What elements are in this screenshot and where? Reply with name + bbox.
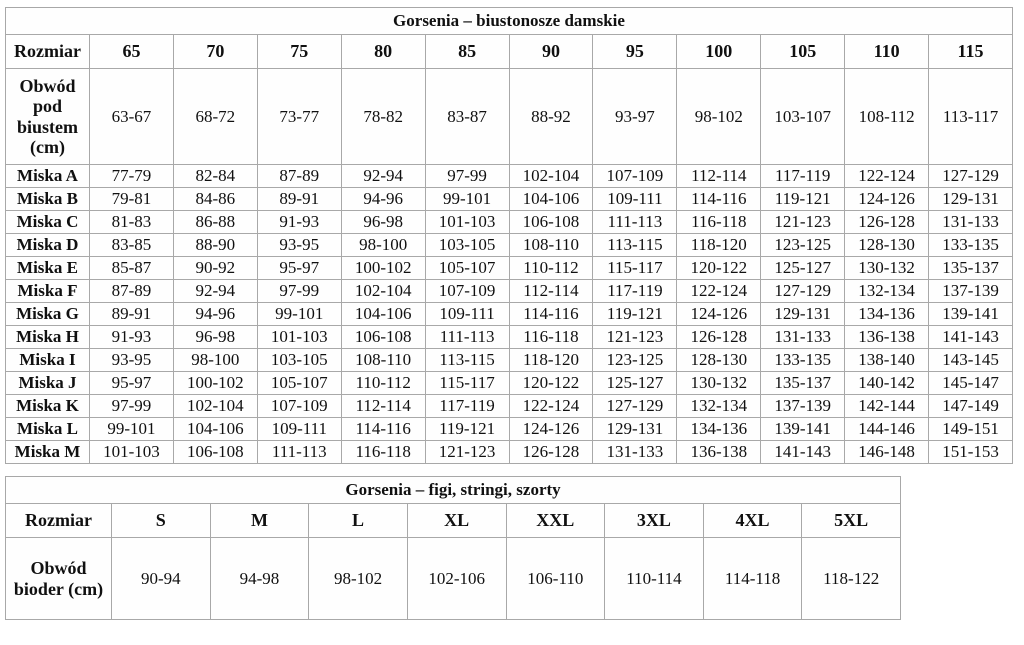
briefs-size-label: Rozmiar <box>6 504 112 538</box>
cup-measurement-cell: 114-116 <box>509 303 593 326</box>
cup-row <box>6 211 1013 234</box>
bras-size-header-cell: 85 <box>425 35 509 69</box>
cup-measurement-cell: 97-99 <box>90 395 174 418</box>
cup-measurement-cell: 143-145 <box>929 349 1013 372</box>
bras-measurement-cell: 68-72 <box>173 69 257 165</box>
cup-measurement-cell: 130-132 <box>845 257 929 280</box>
cup-measurement-cell: 96-98 <box>341 211 425 234</box>
bras-size-header-cell: 110 <box>845 35 929 69</box>
cup-measurement-cell: 138-140 <box>845 349 929 372</box>
cup-measurement-cell: 106-108 <box>173 441 257 464</box>
cup-measurement-cell: 117-119 <box>761 165 845 188</box>
bras-measurement-cell: 78-82 <box>341 69 425 165</box>
cup-row <box>6 303 1013 326</box>
briefs-size-header-cell: XXL <box>506 504 605 538</box>
cup-measurement-cell: 122-124 <box>845 165 929 188</box>
cup-measurement-cell: 121-123 <box>425 441 509 464</box>
cup-row <box>6 441 1013 464</box>
cup-measurement-cell: 124-126 <box>845 188 929 211</box>
briefs-size-header-cell: 3XL <box>605 504 704 538</box>
briefs-size-header-row <box>6 504 901 538</box>
cup-measurement-cell: 110-112 <box>509 257 593 280</box>
cup-measurement-cell: 122-124 <box>509 395 593 418</box>
cup-measurement-cell: 99-101 <box>425 188 509 211</box>
cup-measurement-cell: 129-131 <box>929 188 1013 211</box>
cup-row-label: Miska I <box>6 349 90 372</box>
briefs-measurement-row <box>6 538 901 620</box>
cup-measurement-cell: 147-149 <box>929 395 1013 418</box>
cup-measurement-cell: 118-120 <box>509 349 593 372</box>
cup-measurement-cell: 119-121 <box>593 303 677 326</box>
cup-measurement-cell: 120-122 <box>509 372 593 395</box>
cup-row <box>6 234 1013 257</box>
cup-measurement-cell: 126-128 <box>677 326 761 349</box>
cup-measurement-cell: 151-153 <box>929 441 1013 464</box>
briefs-measurement-cell: 98-102 <box>309 538 408 620</box>
cup-measurement-cell: 123-125 <box>761 234 845 257</box>
cup-measurement-cell: 116-118 <box>341 441 425 464</box>
cup-measurement-cell: 89-91 <box>257 188 341 211</box>
bras-size-header-cell: 65 <box>90 35 174 69</box>
cup-measurement-cell: 129-131 <box>761 303 845 326</box>
cup-measurement-cell: 133-135 <box>761 349 845 372</box>
cup-measurement-cell: 149-151 <box>929 418 1013 441</box>
cup-measurement-cell: 114-116 <box>341 418 425 441</box>
cup-measurement-cell: 79-81 <box>90 188 174 211</box>
cup-measurement-cell: 87-89 <box>257 165 341 188</box>
bras-size-header-cell: 105 <box>761 35 845 69</box>
cup-measurement-cell: 119-121 <box>425 418 509 441</box>
cup-measurement-cell: 101-103 <box>257 326 341 349</box>
bras-measurement-cell: 73-77 <box>257 69 341 165</box>
cup-measurement-cell: 127-129 <box>761 280 845 303</box>
cup-measurement-cell: 109-111 <box>593 188 677 211</box>
cup-measurement-cell: 95-97 <box>257 257 341 280</box>
cup-row <box>6 280 1013 303</box>
cup-measurement-cell: 128-130 <box>845 234 929 257</box>
cup-measurement-cell: 112-114 <box>509 280 593 303</box>
bras-measurement-cell: 113-117 <box>929 69 1013 165</box>
cup-measurement-cell: 113-115 <box>425 349 509 372</box>
cup-row <box>6 188 1013 211</box>
cup-measurement-cell: 139-141 <box>929 303 1013 326</box>
cup-measurement-cell: 107-109 <box>593 165 677 188</box>
cup-measurement-cell: 99-101 <box>90 418 174 441</box>
briefs-measurement-cell: 110-114 <box>605 538 704 620</box>
cup-measurement-cell: 99-101 <box>257 303 341 326</box>
cup-measurement-cell: 121-123 <box>761 211 845 234</box>
cup-measurement-cell: 83-85 <box>90 234 174 257</box>
cup-measurement-cell: 105-107 <box>425 257 509 280</box>
cup-measurement-cell: 108-110 <box>509 234 593 257</box>
cup-row-label: Miska D <box>6 234 90 257</box>
cup-measurement-cell: 131-133 <box>929 211 1013 234</box>
cup-measurement-cell: 129-131 <box>593 418 677 441</box>
cup-measurement-cell: 128-130 <box>677 349 761 372</box>
cup-measurement-cell: 117-119 <box>593 280 677 303</box>
cup-measurement-cell: 124-126 <box>677 303 761 326</box>
briefs-measurement-label: Obwód bioder (cm) <box>6 538 112 620</box>
cup-row <box>6 372 1013 395</box>
cup-row-label: Miska A <box>6 165 90 188</box>
bras-measurement-cell: 93-97 <box>593 69 677 165</box>
bras-size-header-cell: 115 <box>929 35 1013 69</box>
cup-measurement-cell: 119-121 <box>761 188 845 211</box>
cup-row-label: Miska B <box>6 188 90 211</box>
cup-measurement-cell: 100-102 <box>173 372 257 395</box>
cup-row-label: Miska L <box>6 418 90 441</box>
cup-measurement-cell: 107-109 <box>257 395 341 418</box>
briefs-measurement-cell: 114-118 <box>703 538 802 620</box>
cup-measurement-cell: 123-125 <box>593 349 677 372</box>
bras-size-header-cell: 70 <box>173 35 257 69</box>
cup-measurement-cell: 103-105 <box>257 349 341 372</box>
cup-row <box>6 418 1013 441</box>
cup-measurement-cell: 106-108 <box>341 326 425 349</box>
cup-measurement-cell: 104-106 <box>341 303 425 326</box>
bras-measurement-label: Obwód pod biustem (cm) <box>6 69 90 165</box>
bras-size-label: Rozmiar <box>6 35 90 69</box>
bras-measurement-row <box>6 69 1013 165</box>
cup-measurement-cell: 114-116 <box>677 188 761 211</box>
cup-measurement-cell: 131-133 <box>593 441 677 464</box>
bras-table-title: Gorsenia – biustonosze damskie <box>6 8 1013 35</box>
cup-measurement-cell: 104-106 <box>509 188 593 211</box>
cup-measurement-cell: 131-133 <box>761 326 845 349</box>
cup-measurement-cell: 94-96 <box>173 303 257 326</box>
briefs-title-row <box>6 477 901 504</box>
cup-measurement-cell: 104-106 <box>173 418 257 441</box>
cup-measurement-cell: 140-142 <box>845 372 929 395</box>
cup-measurement-cell: 112-114 <box>341 395 425 418</box>
cup-measurement-cell: 125-127 <box>761 257 845 280</box>
bras-size-header-row <box>6 35 1013 69</box>
cup-measurement-cell: 93-95 <box>257 234 341 257</box>
cup-measurement-cell: 77-79 <box>90 165 174 188</box>
cup-measurement-cell: 141-143 <box>761 441 845 464</box>
cup-measurement-cell: 137-139 <box>929 280 1013 303</box>
cup-measurement-cell: 135-137 <box>929 257 1013 280</box>
cup-measurement-cell: 84-86 <box>173 188 257 211</box>
cup-measurement-cell: 111-113 <box>425 326 509 349</box>
cup-measurement-cell: 146-148 <box>845 441 929 464</box>
cup-row-label: Miska F <box>6 280 90 303</box>
cup-measurement-cell: 124-126 <box>509 418 593 441</box>
cup-measurement-cell: 90-92 <box>173 257 257 280</box>
cup-measurement-cell: 93-95 <box>90 349 174 372</box>
cup-row-label: Miska K <box>6 395 90 418</box>
bras-measurement-cell: 103-107 <box>761 69 845 165</box>
cup-row <box>6 395 1013 418</box>
cup-measurement-cell: 85-87 <box>90 257 174 280</box>
cup-measurement-cell: 132-134 <box>845 280 929 303</box>
briefs-measurement-cell: 102-106 <box>407 538 506 620</box>
cup-measurement-cell: 102-104 <box>341 280 425 303</box>
cup-row-label: Miska E <box>6 257 90 280</box>
cup-measurement-cell: 105-107 <box>257 372 341 395</box>
cup-measurement-cell: 103-105 <box>425 234 509 257</box>
cup-measurement-cell: 130-132 <box>677 372 761 395</box>
cup-measurement-cell: 87-89 <box>90 280 174 303</box>
cup-measurement-cell: 113-115 <box>593 234 677 257</box>
cup-measurement-cell: 91-93 <box>257 211 341 234</box>
briefs-size-table <box>5 476 901 620</box>
cup-measurement-cell: 115-117 <box>425 372 509 395</box>
cup-measurement-cell: 101-103 <box>425 211 509 234</box>
briefs-size-header-cell: XL <box>407 504 506 538</box>
briefs-table-title: Gorsenia – figi, stringi, szorty <box>6 477 901 504</box>
cup-row-label: Miska G <box>6 303 90 326</box>
cup-measurement-cell: 116-118 <box>677 211 761 234</box>
cup-row <box>6 257 1013 280</box>
bras-size-header-cell: 90 <box>509 35 593 69</box>
cup-row <box>6 326 1013 349</box>
cup-measurement-cell: 82-84 <box>173 165 257 188</box>
bras-measurement-cell: 83-87 <box>425 69 509 165</box>
briefs-size-header-cell: S <box>112 504 211 538</box>
bras-measurement-cell: 98-102 <box>677 69 761 165</box>
cup-row-label: Miska C <box>6 211 90 234</box>
cup-measurement-cell: 144-146 <box>845 418 929 441</box>
briefs-size-header-cell: 5XL <box>802 504 901 538</box>
cup-measurement-cell: 126-128 <box>845 211 929 234</box>
briefs-measurement-cell: 90-94 <box>112 538 211 620</box>
bras-size-header-cell: 75 <box>257 35 341 69</box>
cup-measurement-cell: 126-128 <box>509 441 593 464</box>
cup-row-label: Miska J <box>6 372 90 395</box>
bras-measurement-cell: 63-67 <box>90 69 174 165</box>
cup-measurement-cell: 97-99 <box>257 280 341 303</box>
cup-measurement-cell: 88-90 <box>173 234 257 257</box>
cup-measurement-cell: 109-111 <box>257 418 341 441</box>
cup-measurement-cell: 121-123 <box>593 326 677 349</box>
cup-measurement-cell: 142-144 <box>845 395 929 418</box>
bras-size-header-cell: 80 <box>341 35 425 69</box>
cup-measurement-cell: 102-104 <box>509 165 593 188</box>
cup-measurement-cell: 92-94 <box>173 280 257 303</box>
bras-measurement-cell: 108-112 <box>845 69 929 165</box>
cup-measurement-cell: 127-129 <box>593 395 677 418</box>
cup-measurement-cell: 136-138 <box>845 326 929 349</box>
bras-size-table <box>5 7 1013 464</box>
cup-measurement-cell: 97-99 <box>425 165 509 188</box>
cup-measurement-cell: 134-136 <box>677 418 761 441</box>
cup-measurement-cell: 110-112 <box>341 372 425 395</box>
cup-row <box>6 349 1013 372</box>
cup-measurement-cell: 96-98 <box>173 326 257 349</box>
cup-measurement-cell: 141-143 <box>929 326 1013 349</box>
briefs-size-header-cell: M <box>210 504 309 538</box>
cup-measurement-cell: 108-110 <box>341 349 425 372</box>
cup-measurement-cell: 98-100 <box>341 234 425 257</box>
cup-measurement-cell: 125-127 <box>593 372 677 395</box>
cup-row <box>6 165 1013 188</box>
cup-measurement-cell: 107-109 <box>425 280 509 303</box>
briefs-size-header-cell: L <box>309 504 408 538</box>
cup-measurement-cell: 122-124 <box>677 280 761 303</box>
cup-measurement-cell: 136-138 <box>677 441 761 464</box>
cup-measurement-cell: 120-122 <box>677 257 761 280</box>
cup-measurement-cell: 91-93 <box>90 326 174 349</box>
cup-measurement-cell: 112-114 <box>677 165 761 188</box>
cup-measurement-cell: 92-94 <box>341 165 425 188</box>
cup-measurement-cell: 132-134 <box>677 395 761 418</box>
bras-size-header-cell: 100 <box>677 35 761 69</box>
cup-measurement-cell: 81-83 <box>90 211 174 234</box>
cup-measurement-cell: 98-100 <box>173 349 257 372</box>
briefs-measurement-cell: 106-110 <box>506 538 605 620</box>
briefs-measurement-cell: 118-122 <box>802 538 901 620</box>
cup-measurement-cell: 101-103 <box>90 441 174 464</box>
cup-measurement-cell: 111-113 <box>257 441 341 464</box>
cup-measurement-cell: 102-104 <box>173 395 257 418</box>
cup-measurement-cell: 145-147 <box>929 372 1013 395</box>
cup-measurement-cell: 95-97 <box>90 372 174 395</box>
cup-row-label: Miska H <box>6 326 90 349</box>
cup-measurement-cell: 100-102 <box>341 257 425 280</box>
cup-measurement-cell: 109-111 <box>425 303 509 326</box>
cup-measurement-cell: 116-118 <box>509 326 593 349</box>
bras-title-row <box>6 8 1013 35</box>
cup-measurement-cell: 137-139 <box>761 395 845 418</box>
cup-measurement-cell: 89-91 <box>90 303 174 326</box>
cup-measurement-cell: 133-135 <box>929 234 1013 257</box>
cup-measurement-cell: 127-129 <box>929 165 1013 188</box>
cup-measurement-cell: 94-96 <box>341 188 425 211</box>
cup-measurement-cell: 86-88 <box>173 211 257 234</box>
briefs-measurement-cell: 94-98 <box>210 538 309 620</box>
cup-measurement-cell: 111-113 <box>593 211 677 234</box>
bras-measurement-cell: 88-92 <box>509 69 593 165</box>
cup-measurement-cell: 117-119 <box>425 395 509 418</box>
cup-measurement-cell: 118-120 <box>677 234 761 257</box>
briefs-size-header-cell: 4XL <box>703 504 802 538</box>
cup-row-label: Miska M <box>6 441 90 464</box>
cup-measurement-cell: 106-108 <box>509 211 593 234</box>
cup-measurement-cell: 115-117 <box>593 257 677 280</box>
cup-measurement-cell: 135-137 <box>761 372 845 395</box>
cup-measurement-cell: 139-141 <box>761 418 845 441</box>
bras-size-header-cell: 95 <box>593 35 677 69</box>
cup-measurement-cell: 134-136 <box>845 303 929 326</box>
